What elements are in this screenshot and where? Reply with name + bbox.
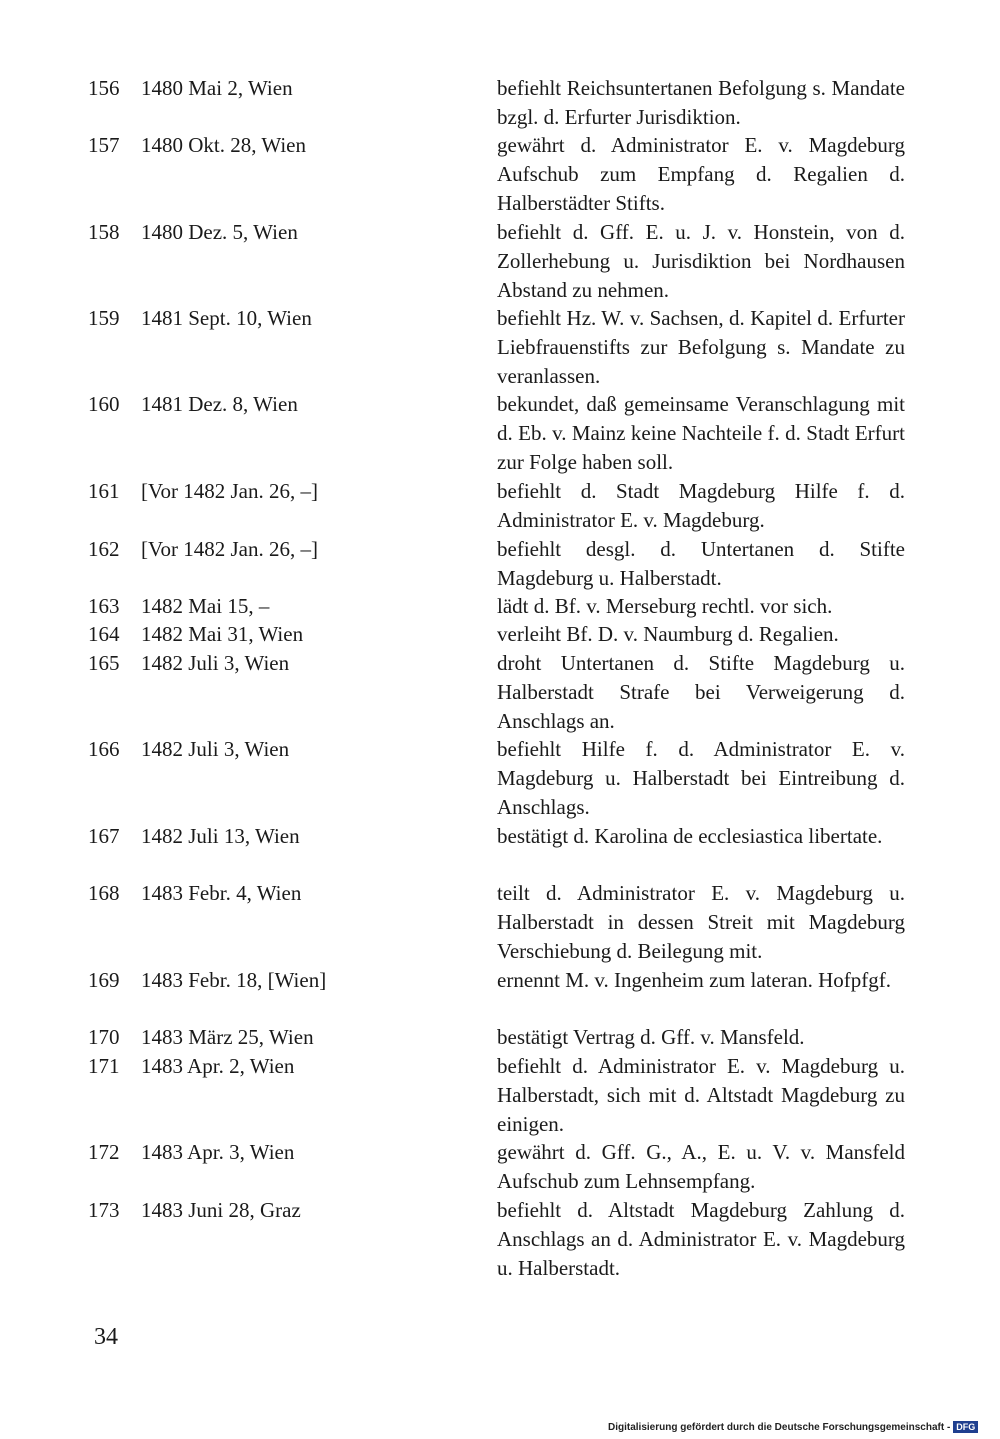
page-number: 34 — [94, 1324, 118, 1350]
entry-number: 171 — [88, 1054, 120, 1078]
entry-description: lädt d. Bf. v. Merseburg rechtl. vor sich. — [497, 594, 833, 618]
entry-date: 1482 Juli 3, Wien — [141, 737, 290, 761]
digitization-footer — [608, 1421, 978, 1435]
entry-description: droht Untertanen d. Stifte Magdeburg u. Halberstadt Strafe bei Verweigerung d. Anschlags an. — [497, 651, 905, 733]
entry-number: 160 — [88, 392, 120, 416]
entry-description: bestätigt Vertrag d. Gff. v. Mansfeld. — [497, 1025, 805, 1049]
entry-description: bekundet, daß gemeinsame Veranschlagung mit d. Eb. v. Mainz keine Nachteile f. d. Stadt Erfurt zur Folge haben soll. — [497, 392, 905, 474]
entry-description: befiehlt d. Administrator E. v. Magdeburg u. Halberstadt, sich mit d. Altstadt Magdeburg zu einigen. — [497, 1054, 905, 1136]
entry-number: 159 — [88, 306, 120, 330]
entry-description: gewährt d. Gff. G., A., E. u. V. v. Mansfeld Aufschub zum Lehnsempfang. — [497, 1140, 905, 1193]
entry-date: 1480 Okt. 28, Wien — [141, 133, 307, 157]
entry-date: 1482 Mai 15, – — [141, 594, 270, 618]
entry-number: 163 — [88, 594, 120, 618]
entry-description: befiehlt Hilfe f. d. Administrator E. v. Magdeburg u. Halberstadt bei Eintreibung d. Anschlags. — [497, 737, 905, 819]
entry-description: befiehlt desgl. d. Untertanen d. Stifte Magdeburg u. Halberstadt. — [497, 537, 905, 590]
entry-number: 167 — [88, 824, 120, 848]
entry-description: befiehlt d. Stadt Magdeburg Hilfe f. d. Administrator E. v. Magdeburg. — [497, 479, 905, 532]
entry-description: befiehlt Reichsuntertanen Befolgung s. Mandate bzgl. d. Erfurter Jurisdiktion. — [497, 76, 905, 129]
entry-number: 158 — [88, 220, 120, 244]
entry-description: gewährt d. Administrator E. v. Magdeburg Aufschub zum Empfang d. Regalien d. Halberstädter Stifts. — [497, 133, 905, 215]
entry-date: 1482 Juli 13, Wien — [141, 824, 300, 848]
entry-date: [Vor 1482 Jan. 26, –] — [141, 537, 318, 561]
entry-number: 169 — [88, 968, 120, 992]
entry-description: teilt d. Administrator E. v. Magdeburg u. Halberstadt in dessen Streit mit Magdeburg Verschiebung d. Beilegung mit. — [497, 881, 905, 963]
entry-description: befiehlt d. Gff. E. u. J. v. Honstein, von d. Zollerhebung u. Jurisdiktion bei Nordhausen Abstand zu nehmen. — [497, 220, 905, 302]
entry-number: 165 — [88, 651, 120, 675]
entry-date: 1483 Febr. 18, [Wien] — [141, 968, 327, 992]
entry-date: 1481 Dez. 8, Wien — [141, 392, 298, 416]
entry-number: 161 — [88, 479, 120, 503]
entry-date: 1483 Apr. 2, Wien — [141, 1054, 295, 1078]
entry-date: 1480 Dez. 5, Wien — [141, 220, 298, 244]
entry-date: 1483 Apr. 3, Wien — [141, 1140, 295, 1164]
entry-number: 170 — [88, 1025, 120, 1049]
entry-number: 162 — [88, 537, 120, 561]
entry-description: bestätigt d. Karolina de ecclesiastica libertate. — [497, 824, 883, 848]
entry-date: 1482 Juli 3, Wien — [141, 651, 290, 675]
entry-date: [Vor 1482 Jan. 26, –] — [141, 479, 318, 503]
entry-description: befiehlt Hz. W. v. Sachsen, d. Kapitel d. Erfurter Liebfrauenstifts zur Befolgung s. Mandate zu veranlassen. — [497, 306, 905, 388]
entry-number: 166 — [88, 737, 120, 761]
entry-number: 168 — [88, 881, 120, 905]
entry-date: 1483 März 25, Wien — [141, 1025, 314, 1049]
entry-date: 1481 Sept. 10, Wien — [141, 306, 312, 330]
entry-description: verleiht Bf. D. v. Naumburg d. Regalien. — [497, 622, 839, 646]
entry-date: 1482 Mai 31, Wien — [141, 622, 304, 646]
dfg-logo: DFG — [953, 1421, 978, 1433]
entry-number: 156 — [88, 76, 120, 100]
entry-description: ernennt M. v. Ingenheim zum lateran. Hofpfgf. — [497, 968, 892, 992]
footer-text: Digitalisierung gefördert durch die Deutsche Forschungsgemeinschaft - — [608, 1422, 951, 1433]
entry-description: befiehlt d. Altstadt Magdeburg Zahlung d. Anschlags an d. Administrator E. v. Magdeburg u. Halberstadt. — [497, 1198, 905, 1280]
entry-date: 1480 Mai 2, Wien — [141, 76, 293, 100]
entry-date: 1483 Febr. 4, Wien — [141, 881, 302, 905]
entry-number: 172 — [88, 1140, 120, 1164]
entry-number: 173 — [88, 1198, 120, 1222]
entry-number: 157 — [88, 133, 120, 157]
entry-number: 164 — [88, 622, 120, 646]
entry-date: 1483 Juni 28, Graz — [141, 1198, 301, 1222]
